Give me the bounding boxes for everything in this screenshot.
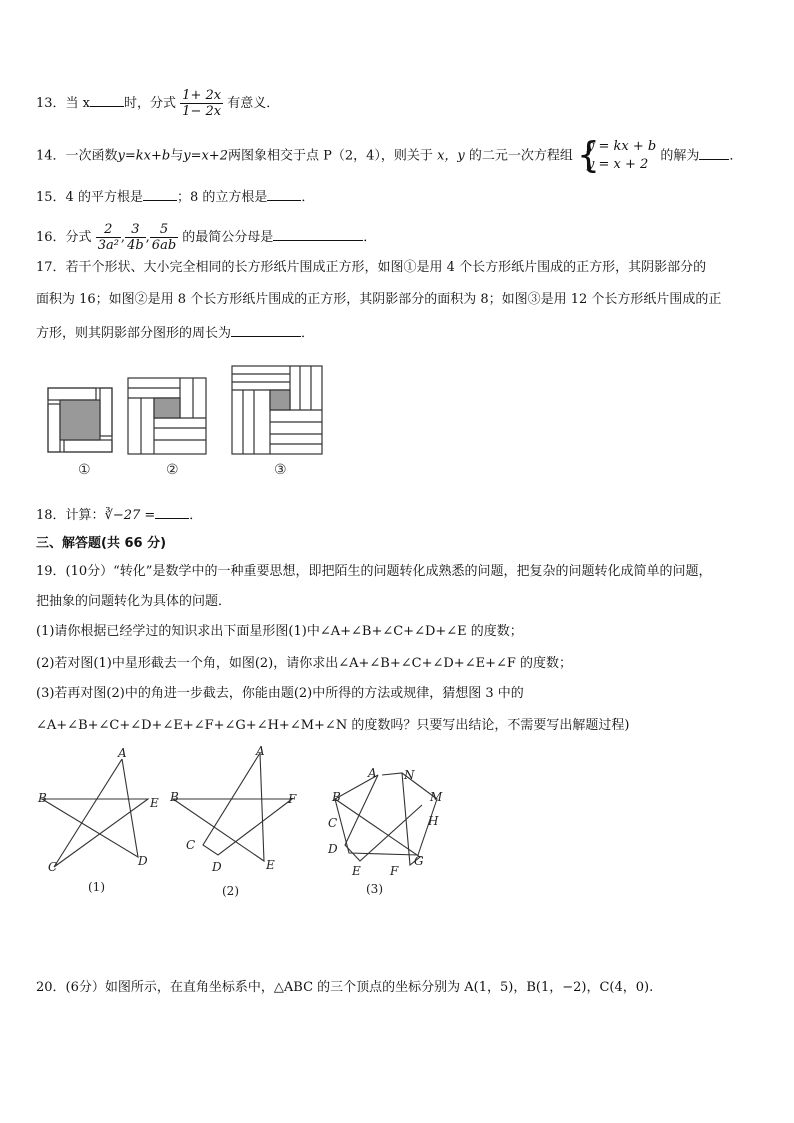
svg-text:D: D	[212, 860, 222, 874]
question-19-line5: (3)若再对图(2)中的角进一步截去，你能由题(2)中所得的方法或规律，猜想图 3 中的	[36, 686, 524, 701]
question-14: 14．一次函数y=kx+b与y=x+2两图象相交于点 P（2，4），则关于 x，y 的二元一次方程组 { y = kx + b y = x + 2 的解为 ．	[36, 135, 743, 176]
svg-text:A: A	[118, 746, 127, 760]
svg-text:(2): (2)	[222, 884, 239, 898]
svg-text:E: E	[150, 796, 159, 810]
svg-text:C: C	[328, 816, 338, 830]
svg-text:G: G	[414, 854, 424, 868]
svg-text:A: A	[256, 745, 265, 758]
svg-text:N: N	[404, 768, 415, 782]
answer-blank	[273, 226, 363, 241]
svg-text:E: E	[266, 858, 275, 872]
equation-system: { y = kx + b y = x + 2	[577, 135, 657, 176]
svg-text:E: E	[352, 864, 361, 878]
figure-label: ①	[78, 462, 91, 478]
figure-label: ②	[166, 462, 179, 478]
question-16: 16．分式 $\frac{2}{\text{3a²}}$ , $\frac{3}{4b}$ , $\frac{5}{6ab}$ 的最简公分母是 ．	[36, 222, 377, 253]
svg-text:(1): (1)	[88, 880, 105, 894]
answer-blank	[155, 504, 189, 519]
answer-blank	[699, 145, 729, 160]
question-19-line3: (1)请你根据已经学过的知识求出下面星形图(1)中∠A+∠B+∠C+∠D+∠E 的度数；	[36, 624, 523, 639]
q19-figures	[30, 745, 450, 905]
question-13: 13．当 x 时，分式 $\frac{1+ 2x}{1- 2x}$ 有意义．	[36, 88, 280, 119]
question-19-line1: 19．(10分）“转化”是数学中的一种重要思想，即把陌生的问题转化成熟悉的问题，把复杂的问题转化成简单的问题，	[36, 564, 712, 579]
svg-text:C: C	[48, 860, 58, 874]
svg-text:D: D	[138, 854, 148, 868]
question-18: 18．计算：∛−27 = ．	[36, 504, 202, 526]
question-19-line4: (2)若对图(1)中星形截去一个角，如图(2)，请你求出∠A+∠B+∠C+∠D+∠E+∠F 的度数；	[36, 656, 573, 671]
svg-text:B: B	[332, 790, 341, 804]
svg-text:A: A	[368, 766, 377, 780]
svg-text:B: B	[38, 791, 47, 805]
answer-blank	[231, 322, 301, 337]
question-20: 20．(6分）如图所示，在直角坐标系中，△ABC 的三个顶点的坐标分别为 A(1，5)，B(1，−2)，C(4，0).	[36, 980, 654, 995]
question-15: 15．4 的平方根是 ；8 的立方根是 ．	[36, 186, 314, 208]
figure-label: ③	[274, 462, 287, 478]
question-17-line3: 方形，则其阴影部分图形的周长为 ．	[36, 322, 314, 344]
svg-text:H: H	[428, 814, 439, 828]
answer-blank	[267, 186, 301, 201]
svg-text:M: M	[430, 790, 443, 804]
q17-figures	[40, 360, 340, 480]
svg-text:C: C	[186, 838, 196, 852]
answer-blank	[143, 186, 177, 201]
svg-text:(3): (3)	[366, 882, 383, 896]
question-19-line6: ∠A+∠B+∠C+∠D+∠E+∠F+∠G+∠H+∠M+∠N 的度数吗？只要写出结论，不需要写出解题过程)	[36, 718, 630, 733]
question-17-line2: 面积为 16；如图②是用 8 个长方形纸片围成的正方形，其阴影部分的面积为 8；如图③是用 12 个长方形纸片围成的正	[36, 292, 722, 307]
section-title: 三、解答题(共 66 分)	[36, 536, 167, 551]
svg-text:F: F	[390, 864, 399, 878]
svg-text:F: F	[288, 792, 297, 806]
question-19-line2: 把抽象的问题转化为具体的问题．	[36, 594, 232, 609]
fraction: $\frac{1+ 2x}{1- 2x}$	[182, 88, 222, 119]
svg-text:D: D	[328, 842, 338, 856]
svg-text:B: B	[170, 790, 179, 804]
answer-blank	[90, 92, 124, 107]
question-17-line1: 17．若干个形状、大小完全相同的长方形纸片围成正方形，如图①是用 4 个长方形纸片围成的正方形，其阴影部分的	[36, 260, 707, 275]
